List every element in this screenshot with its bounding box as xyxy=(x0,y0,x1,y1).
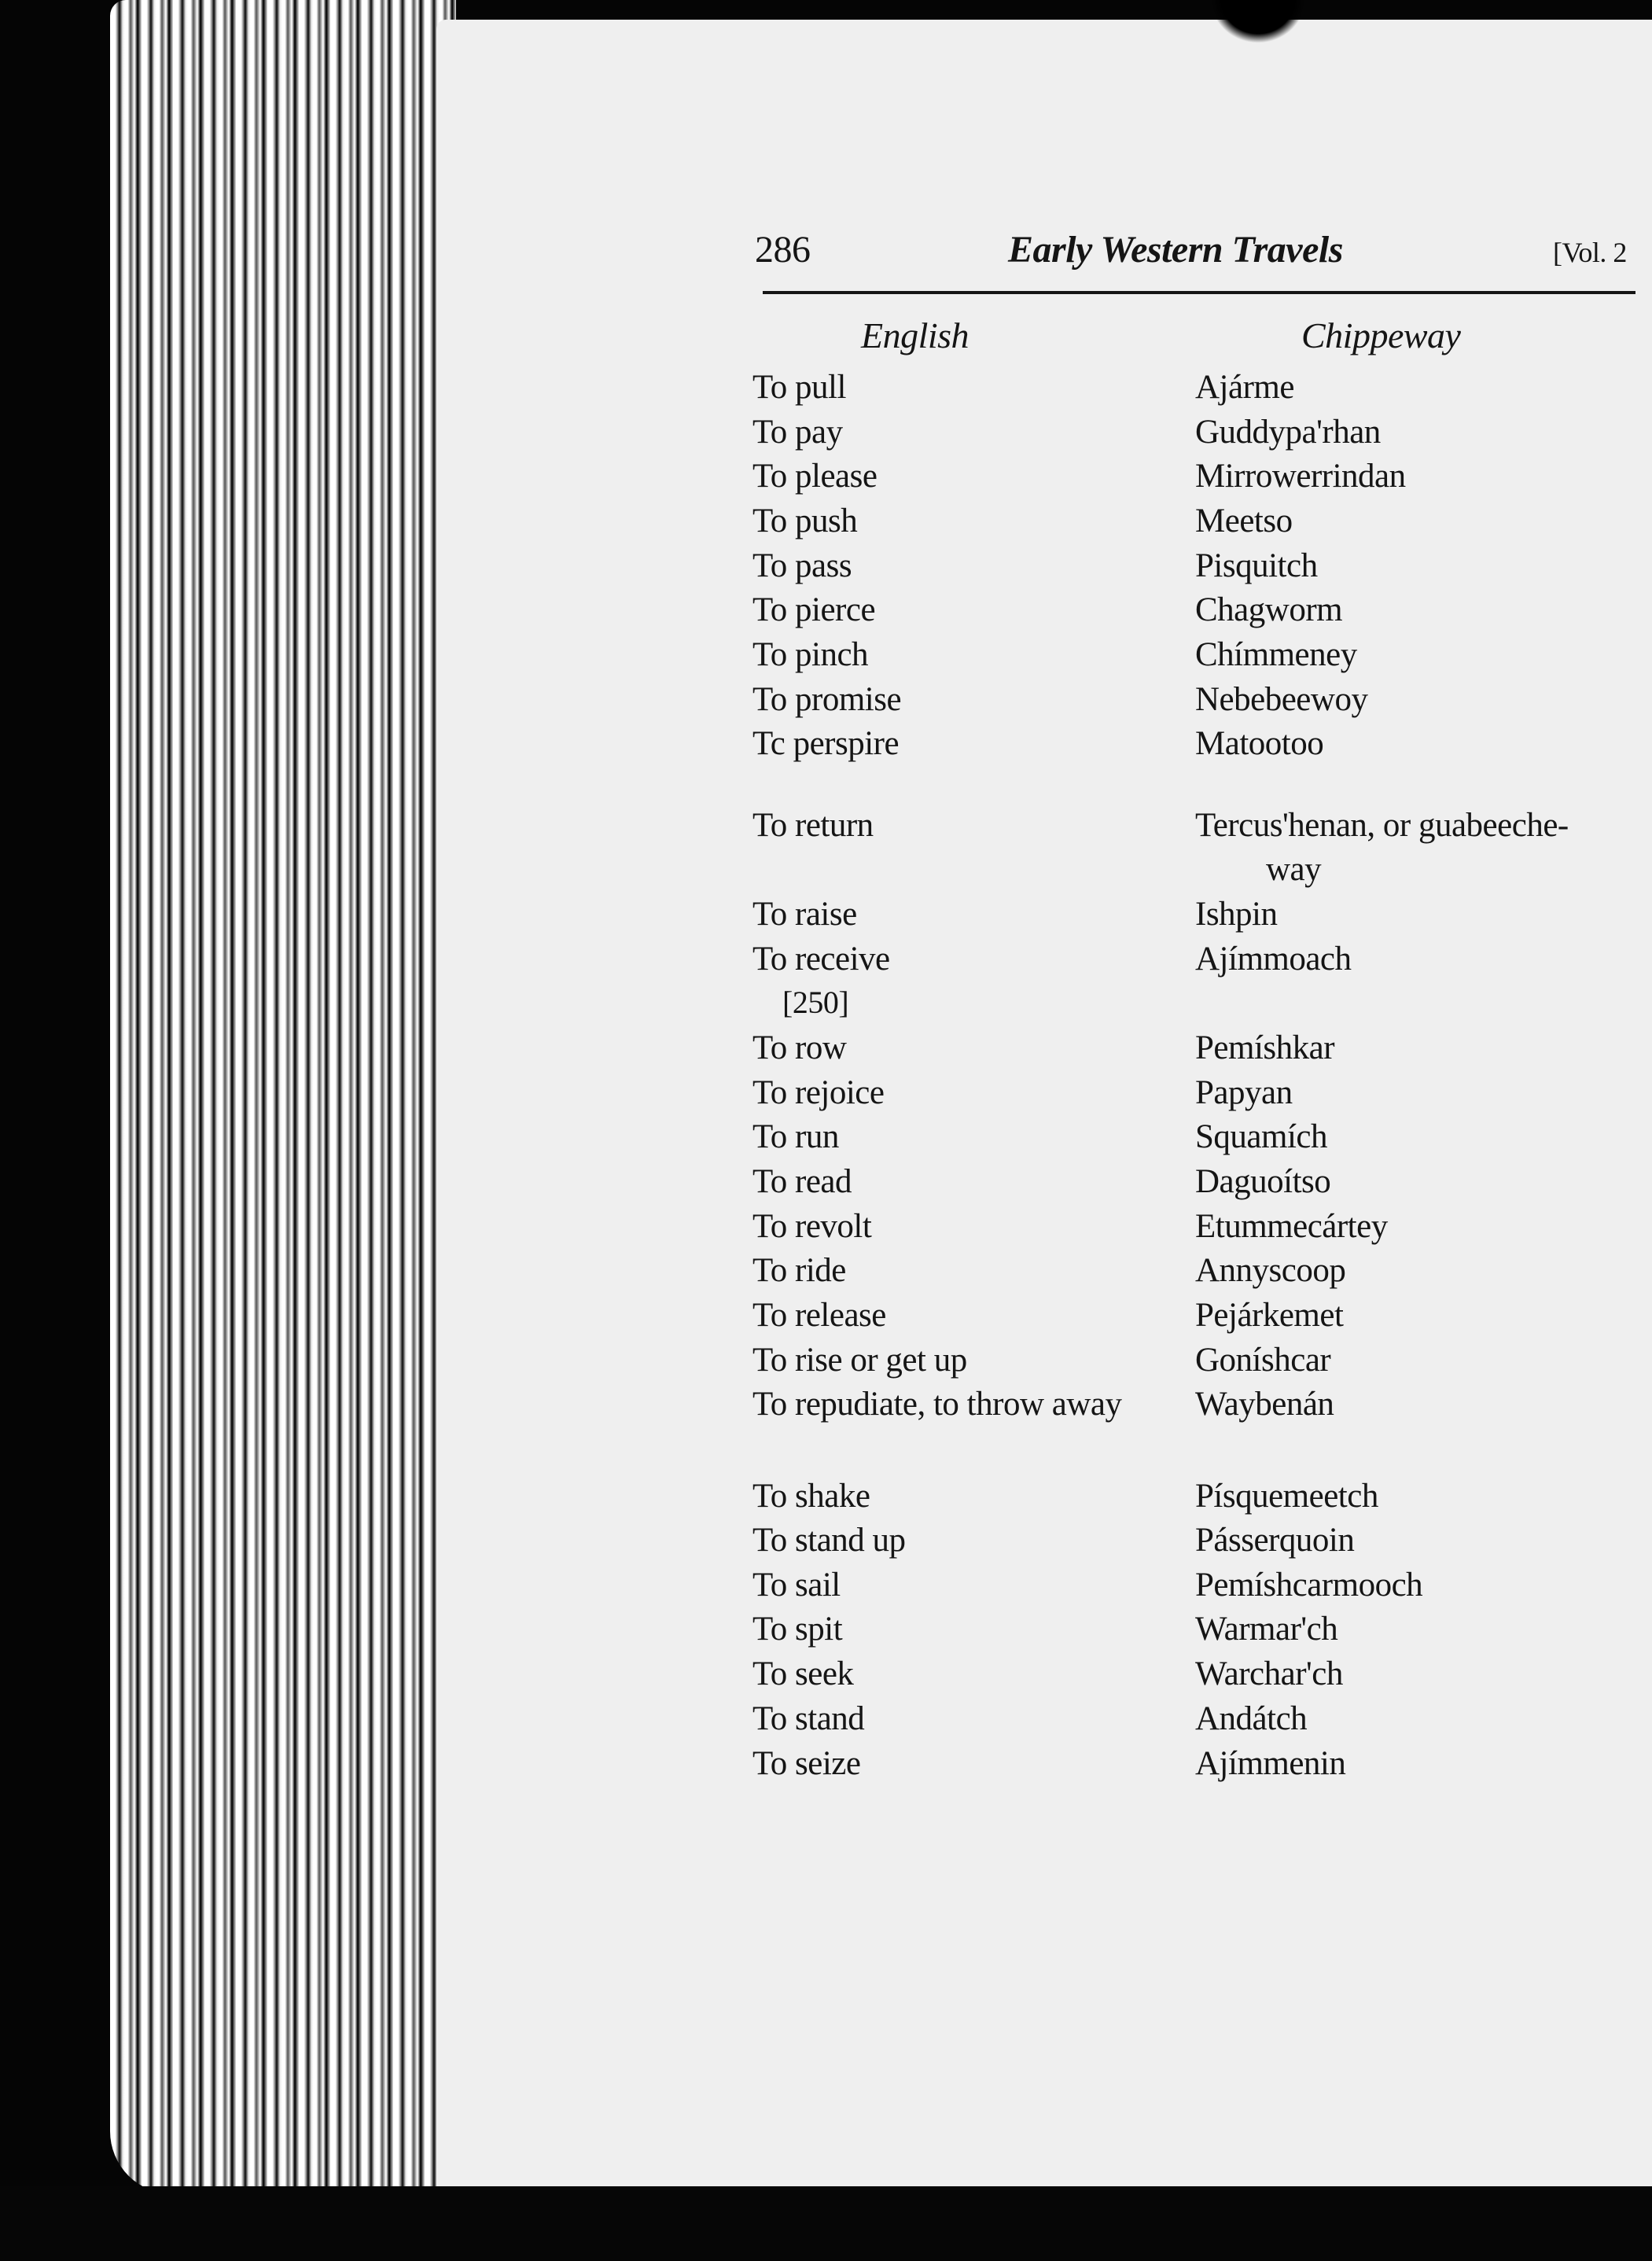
running-title: Early Western Travels xyxy=(1008,229,1343,271)
english-term: To release xyxy=(752,1297,886,1334)
chippeway-term: Nebebeewoy xyxy=(1195,681,1368,718)
chippeway-term: Ajímmenin xyxy=(1195,1745,1346,1782)
english-term: To raise xyxy=(752,896,857,933)
english-term: To run xyxy=(752,1118,839,1155)
chippeway-term: Chagworm xyxy=(1195,591,1343,628)
english-term: To seek xyxy=(752,1655,854,1692)
chippeway-term: Warchar'ch xyxy=(1195,1655,1343,1692)
english-term: To ride xyxy=(752,1252,846,1289)
chippeway-term: Písquemeetch xyxy=(1195,1478,1378,1515)
scanner-shadow xyxy=(1211,0,1305,43)
chippeway-term: Pásserquoin xyxy=(1195,1522,1355,1559)
chippeway-term: Pemíshcarmooch xyxy=(1195,1567,1423,1604)
english-term: To pierce xyxy=(752,591,876,628)
chippeway-term-continuation: way xyxy=(1266,851,1322,888)
english-term: To return xyxy=(752,807,874,844)
column-heading-english: English xyxy=(861,315,969,355)
chippeway-term: Chímmeney xyxy=(1195,636,1357,673)
chippeway-term: Waybenán xyxy=(1195,1386,1334,1423)
chippeway-term: Pisquitch xyxy=(1195,547,1318,584)
column-heading-chippeway: Chippeway xyxy=(1301,315,1461,355)
chippeway-term: Warmar'ch xyxy=(1195,1611,1338,1648)
original-page-marker: [250] xyxy=(782,985,849,1020)
english-term: To seize xyxy=(752,1745,861,1782)
book-page-edges xyxy=(110,0,456,2194)
chippeway-term: Ajárme xyxy=(1195,369,1294,406)
chippeway-term: Guddypa'rhan xyxy=(1195,414,1381,451)
chippeway-term: Ishpin xyxy=(1195,896,1278,933)
english-term: To pinch xyxy=(752,636,869,673)
chippeway-term: Squamích xyxy=(1195,1118,1327,1155)
scan-background xyxy=(0,2186,1652,2261)
chippeway-term: Andátch xyxy=(1195,1700,1308,1737)
english-term: To push xyxy=(752,503,858,539)
page-number: 286 xyxy=(755,229,811,271)
english-term: To revolt xyxy=(752,1208,872,1245)
english-term: To sail xyxy=(752,1567,841,1604)
english-term: To promise xyxy=(752,681,902,718)
english-term: To repudiate, to throw away xyxy=(752,1386,1122,1423)
chippeway-term: Etummecártey xyxy=(1195,1208,1388,1245)
english-term: To rejoice xyxy=(752,1074,885,1111)
chippeway-term: Annyscoop xyxy=(1195,1252,1346,1289)
english-term: To stand up xyxy=(752,1522,906,1559)
english-term: To read xyxy=(752,1163,852,1200)
english-term: Tc perspire xyxy=(752,725,900,762)
chippeway-term: Papyan xyxy=(1195,1074,1293,1111)
chippeway-term: Meetso xyxy=(1195,503,1293,539)
book-page xyxy=(436,20,1652,2186)
english-term: To stand xyxy=(752,1700,865,1737)
english-term: To pass xyxy=(752,547,852,584)
english-term: To please xyxy=(752,458,878,495)
chippeway-term: Ajímmoach xyxy=(1195,941,1352,978)
english-term: To receive xyxy=(752,941,890,978)
chippeway-term: Pejárkemet xyxy=(1195,1297,1344,1334)
chippeway-term: Matootoo xyxy=(1195,725,1324,762)
chippeway-term: Mirrowerrindan xyxy=(1195,458,1406,495)
english-term: To pay xyxy=(752,414,843,451)
english-term: To shake xyxy=(752,1478,870,1515)
chippeway-term: Tercus'henan, or guabeeche- xyxy=(1195,807,1569,844)
english-term: To pull xyxy=(752,369,846,406)
chippeway-term: Pemíshkar xyxy=(1195,1029,1335,1066)
chippeway-term: Daguoítso xyxy=(1195,1163,1331,1200)
english-term: To row xyxy=(752,1029,847,1066)
header-rule xyxy=(763,291,1635,294)
english-term: To rise or get up xyxy=(752,1342,967,1379)
volume-label: [Vol. 2 xyxy=(1553,237,1627,268)
english-term: To spit xyxy=(752,1611,843,1648)
chippeway-term: Goníshcar xyxy=(1195,1342,1331,1379)
